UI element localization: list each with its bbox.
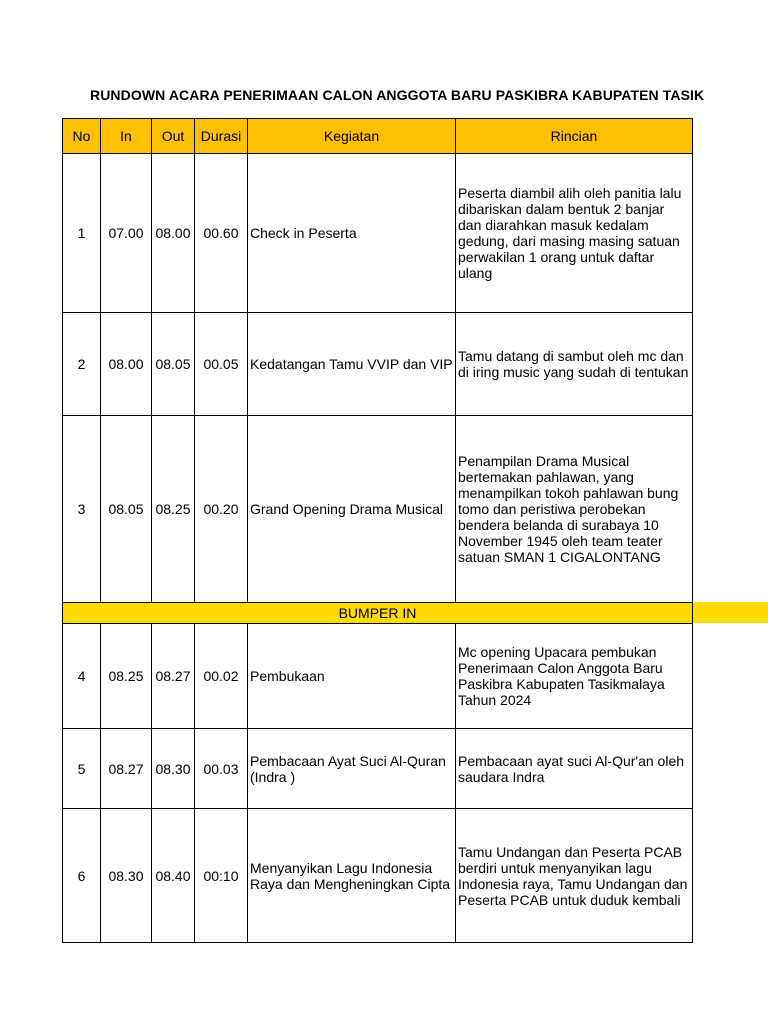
cell-durasi: 00:10 bbox=[195, 809, 248, 943]
cell-in: 08.25 bbox=[101, 624, 152, 729]
cell-kegiatan: Grand Opening Drama Musical bbox=[248, 416, 456, 603]
cell-kegiatan: Pembukaan bbox=[248, 624, 456, 729]
cell-no: 6 bbox=[63, 809, 101, 943]
cell-no: 1 bbox=[63, 154, 101, 313]
cell-in: 08.30 bbox=[101, 809, 152, 943]
cell-no: 3 bbox=[63, 416, 101, 603]
cell-no: 5 bbox=[63, 729, 101, 809]
cell-kegiatan: Pembacaan Ayat Suci Al-Quran (Indra ) bbox=[248, 729, 456, 809]
cell-kegiatan: Check in Peserta bbox=[248, 154, 456, 313]
cell-durasi: 00.60 bbox=[195, 154, 248, 313]
cell-in: 08.27 bbox=[101, 729, 152, 809]
cell-out: 08.30 bbox=[152, 729, 195, 809]
cell-rincian: Pembacaan ayat suci Al-Qur'an oleh saudara Indra bbox=[456, 729, 693, 809]
table-row bbox=[63, 313, 693, 416]
cell-no: 2 bbox=[63, 313, 101, 416]
header-kegiatan: Kegiatan bbox=[248, 119, 456, 154]
header-out: Out bbox=[152, 119, 195, 154]
cell-durasi: 00.03 bbox=[195, 729, 248, 809]
cell-no: 4 bbox=[63, 624, 101, 729]
table-row bbox=[63, 624, 693, 729]
table-row bbox=[63, 809, 693, 943]
cell-rincian: Tamu Undangan dan Peserta PCAB berdiri untuk menyanyikan lagu Indonesia raya, Tamu Undangan dan Peserta PCAB untuk duduk kembali bbox=[456, 809, 693, 943]
cell-in: 08.00 bbox=[101, 313, 152, 416]
cell-rincian: Peserta diambil alih oleh panitia lalu dibariskan dalam bentuk 2 banjar dan diarahkan masuk kedalam gedung, dari masing masing satuan perwakilan 1 orang untuk daftar ulang bbox=[456, 154, 693, 313]
cell-rincian: Mc opening Upacara pembukan Penerimaan Calon Anggota Baru Paskibra Kabupaten Tasikmalaya Tahun 2024 bbox=[456, 624, 693, 729]
cell-in: 07.00 bbox=[101, 154, 152, 313]
cell-out: 08.00 bbox=[152, 154, 195, 313]
cell-rincian: Penampilan Drama Musical bertemakan pahlawan, yang menampilkan tokoh pahlawan bung tomo dan peristiwa perobekan bendera belanda di surabaya 10 November 1945 oleh team teater satuan SMAN 1 CIGALONTANG bbox=[456, 416, 693, 603]
rundown-table bbox=[62, 118, 693, 943]
cell-durasi: 00.05 bbox=[195, 313, 248, 416]
bumper-row bbox=[63, 603, 693, 624]
cell-rincian: Tamu datang di sambut oleh mc dan di iring music yang sudah di tentukan bbox=[456, 313, 693, 416]
header-no: No bbox=[63, 119, 101, 154]
cell-out: 08.05 bbox=[152, 313, 195, 416]
cell-durasi: 00.20 bbox=[195, 416, 248, 603]
cell-out: 08.40 bbox=[152, 809, 195, 943]
bumper-highlight-extension bbox=[692, 602, 768, 623]
cell-out: 08.25 bbox=[152, 416, 195, 603]
cell-durasi: 00.02 bbox=[195, 624, 248, 729]
header-in: In bbox=[101, 119, 152, 154]
cell-kegiatan: Kedatangan Tamu VVIP dan VIP bbox=[248, 313, 456, 416]
cell-out: 08.27 bbox=[152, 624, 195, 729]
document-title: RUNDOWN ACARA PENERIMAAN CALON ANGGOTA BARU PASKIBRA KABUPATEN TASIK bbox=[90, 87, 705, 103]
header-durasi: Durasi bbox=[195, 119, 248, 154]
header-rincian: Rincian bbox=[456, 119, 693, 154]
bumper-label: BUMPER IN bbox=[63, 603, 693, 624]
cell-kegiatan: Menyanyikan Lagu Indonesia Raya dan Mengheningkan Cipta bbox=[248, 809, 456, 943]
table-row bbox=[63, 416, 693, 603]
cell-in: 08.05 bbox=[101, 416, 152, 603]
table-row bbox=[63, 154, 693, 313]
header-row bbox=[63, 119, 693, 154]
table-row bbox=[63, 729, 693, 809]
